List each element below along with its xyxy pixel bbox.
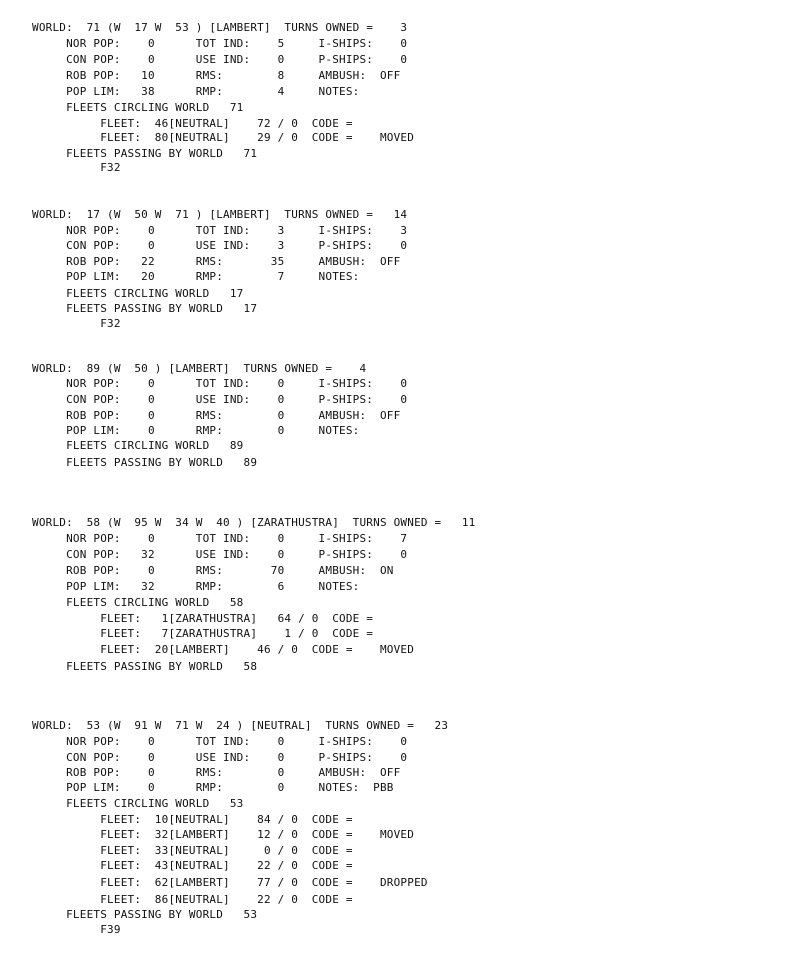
fleet-row: FLEET: 32[LAMBERT] 12 / 0 CODE = MOVED — [32, 828, 415, 841]
stats-row: POP LIM: 32 RMP: 6 NOTES: — [32, 580, 360, 593]
passing-fleet-id: F39 — [32, 923, 121, 936]
stats-row: POP LIM: 20 RMP: 7 NOTES: — [32, 270, 360, 283]
world-header: WORLD: 17 (W 50 W 71 ) [LAMBERT] TURNS OWNED = 14 — [32, 208, 408, 221]
fleets-circling-heading: FLEETS CIRCLING WORLD 17 — [32, 287, 244, 300]
stats-row: CON POP: 32 USE IND: 0 P-SHIPS: 0 — [32, 548, 408, 561]
fleet-row: FLEET: 1[ZARATHUSTRA] 64 / 0 CODE = — [32, 612, 374, 625]
fleets-passing-heading: FLEETS PASSING BY WORLD 53 — [32, 908, 258, 921]
stats-row: ROB POP: 22 RMS: 35 AMBUSH: OFF — [32, 255, 401, 268]
stats-row: NOR POP: 0 TOT IND: 5 I-SHIPS: 0 — [32, 37, 408, 50]
stats-row: NOR POP: 0 TOT IND: 0 I-SHIPS: 0 — [32, 735, 408, 748]
passing-fleet-id: F32 — [32, 317, 121, 330]
world-header: WORLD: 53 (W 91 W 71 W 24 ) [NEUTRAL] TURNS OWNED = 23 — [32, 719, 449, 732]
fleet-row: FLEET: 62[LAMBERT] 77 / 0 CODE = DROPPED — [32, 876, 428, 889]
stats-row: CON POP: 0 USE IND: 0 P-SHIPS: 0 — [32, 751, 408, 764]
fleets-passing-heading: FLEETS PASSING BY WORLD 89 — [32, 456, 258, 469]
fleet-row: FLEET: 33[NEUTRAL] 0 / 0 CODE = — [32, 844, 353, 857]
fleet-row: FLEET: 20[LAMBERT] 46 / 0 CODE = MOVED — [32, 643, 415, 656]
passing-fleet-id: F32 — [32, 161, 121, 174]
world-header: WORLD: 58 (W 95 W 34 W 40 ) [ZARATHUSTRA] TURNS OWNED = 11 — [32, 516, 476, 529]
stats-row: CON POP: 0 USE IND: 0 P-SHIPS: 0 — [32, 393, 408, 406]
stats-row: ROB POP: 0 RMS: 0 AMBUSH: OFF — [32, 766, 401, 779]
stats-row: ROB POP: 10 RMS: 8 AMBUSH: OFF — [32, 69, 401, 82]
fleets-circling-heading: FLEETS CIRCLING WORLD 53 — [32, 797, 244, 810]
stats-row: CON POP: 0 USE IND: 3 P-SHIPS: 0 — [32, 239, 408, 252]
stats-row: NOR POP: 0 TOT IND: 0 I-SHIPS: 7 — [32, 532, 408, 545]
fleets-circling-heading: FLEETS CIRCLING WORLD 71 — [32, 101, 244, 114]
stats-row: POP LIM: 0 RMP: 0 NOTES: PBB — [32, 781, 394, 794]
fleet-row: FLEET: 10[NEUTRAL] 84 / 0 CODE = — [32, 813, 353, 826]
fleets-circling-heading: FLEETS CIRCLING WORLD 89 — [32, 439, 244, 452]
fleets-passing-heading: FLEETS PASSING BY WORLD 17 — [32, 302, 258, 315]
stats-row: ROB POP: 0 RMS: 70 AMBUSH: ON — [32, 564, 394, 577]
fleets-passing-heading: FLEETS PASSING BY WORLD 58 — [32, 660, 258, 673]
stats-row: ROB POP: 0 RMS: 0 AMBUSH: OFF — [32, 409, 401, 422]
fleet-row: FLEET: 80[NEUTRAL] 29 / 0 CODE = MOVED — [32, 131, 415, 144]
stats-row: CON POP: 0 USE IND: 0 P-SHIPS: 0 — [32, 53, 408, 66]
fleet-row: FLEET: 43[NEUTRAL] 22 / 0 CODE = — [32, 859, 353, 872]
stats-row: NOR POP: 0 TOT IND: 3 I-SHIPS: 3 — [32, 224, 408, 237]
fleet-row: FLEET: 86[NEUTRAL] 22 / 0 CODE = — [32, 893, 353, 906]
stats-row: POP LIM: 38 RMP: 4 NOTES: — [32, 85, 360, 98]
stats-row: POP LIM: 0 RMP: 0 NOTES: — [32, 424, 360, 437]
fleet-row: FLEET: 46[NEUTRAL] 72 / 0 CODE = — [32, 117, 353, 130]
fleet-row: FLEET: 7[ZARATHUSTRA] 1 / 0 CODE = — [32, 627, 374, 640]
stats-row: NOR POP: 0 TOT IND: 0 I-SHIPS: 0 — [32, 377, 408, 390]
fleets-passing-heading: FLEETS PASSING BY WORLD 71 — [32, 147, 258, 160]
world-header: WORLD: 89 (W 50 ) [LAMBERT] TURNS OWNED = 4 — [32, 362, 367, 375]
world-header: WORLD: 71 (W 17 W 53 ) [LAMBERT] TURNS OWNED = 3 — [32, 21, 408, 34]
fleets-circling-heading: FLEETS CIRCLING WORLD 58 — [32, 596, 244, 609]
